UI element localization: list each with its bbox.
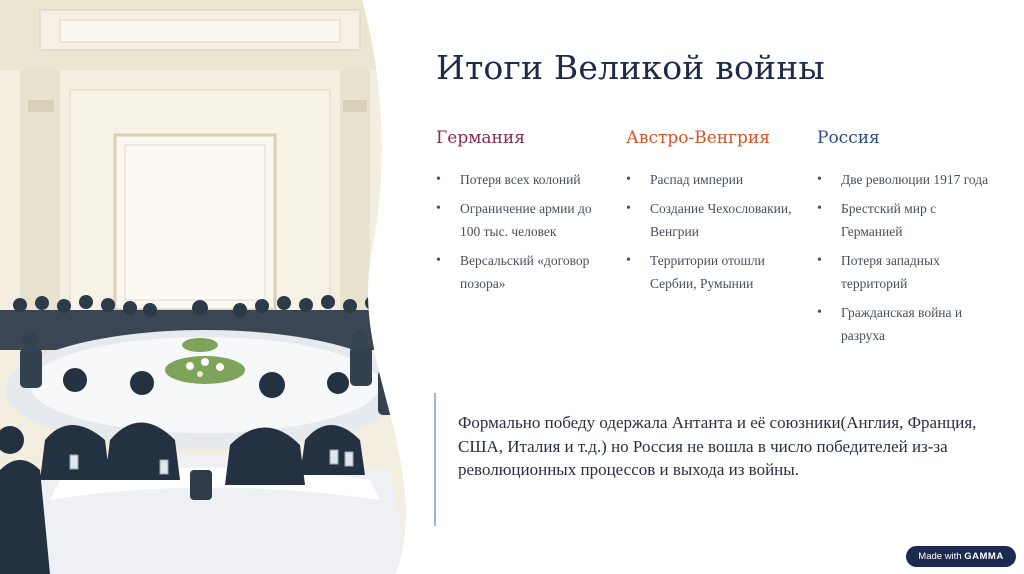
column-russia <box>817 128 992 353</box>
bullet-icon: • <box>817 253 822 268</box>
summary-text: Формально победу одержала Антанта и её союзники(Англия, Франция, США, Италия и т.д.) но Россия не вошла в число победителей из-за революционных процессов и выхода из войны. <box>458 413 977 479</box>
list-item <box>817 249 992 295</box>
badge-brand: GAMMA <box>964 551 1004 562</box>
list-item-text: Ограничение армии до 100 тыс. человек <box>460 201 592 239</box>
bullet-icon: • <box>817 305 822 320</box>
bullet-icon: • <box>436 201 441 216</box>
summary-callout <box>434 393 976 526</box>
column-heading-russia: Россия <box>817 128 880 148</box>
bullet-icon: • <box>817 172 822 187</box>
list-item-text: Создание Чехословакии, Венгрии <box>650 201 792 239</box>
bullet-icon: • <box>626 201 631 216</box>
bullet-icon: • <box>626 172 631 187</box>
list-item <box>626 197 801 243</box>
bullet-list-austria-hungary <box>626 168 801 295</box>
bullet-list-russia <box>817 168 992 347</box>
list-item <box>436 249 611 295</box>
list-item-text: Распад империи <box>650 172 744 187</box>
list-item <box>817 301 992 347</box>
column-heading-austria-hungary: Австро-Венгрия <box>626 128 770 148</box>
list-item <box>626 168 801 191</box>
list-item-text: Версальский «договор позора» <box>460 253 590 291</box>
list-item-text: Потеря всех колоний <box>460 172 581 187</box>
column-germany <box>436 128 611 301</box>
column-heading-germany: Германия <box>436 128 525 148</box>
bullet-icon: • <box>436 253 441 268</box>
bullet-list-germany <box>436 168 611 295</box>
list-item-text: Брестский мир с Германией <box>841 201 937 239</box>
badge-prefix: Made with <box>918 551 962 562</box>
column-austria-hungary <box>626 128 801 301</box>
made-with-gamma-badge[interactable] <box>906 546 1016 567</box>
bullet-icon: • <box>626 253 631 268</box>
list-item <box>817 197 992 243</box>
list-item <box>817 168 992 191</box>
page-title: Итоги Великой войны <box>436 48 825 87</box>
list-item-text: Гражданская война и разруха <box>841 305 963 343</box>
bullet-icon: • <box>817 201 822 216</box>
list-item-text: Потеря западных территорий <box>841 253 940 291</box>
list-item-text: Территории отошли Сербии, Румынии <box>650 253 765 291</box>
list-item <box>436 197 611 243</box>
bullet-icon: • <box>436 172 441 187</box>
list-item-text: Две революции 1917 года <box>841 172 989 187</box>
list-item <box>626 249 801 295</box>
conference-table-illustration <box>0 0 410 574</box>
list-item <box>436 168 611 191</box>
